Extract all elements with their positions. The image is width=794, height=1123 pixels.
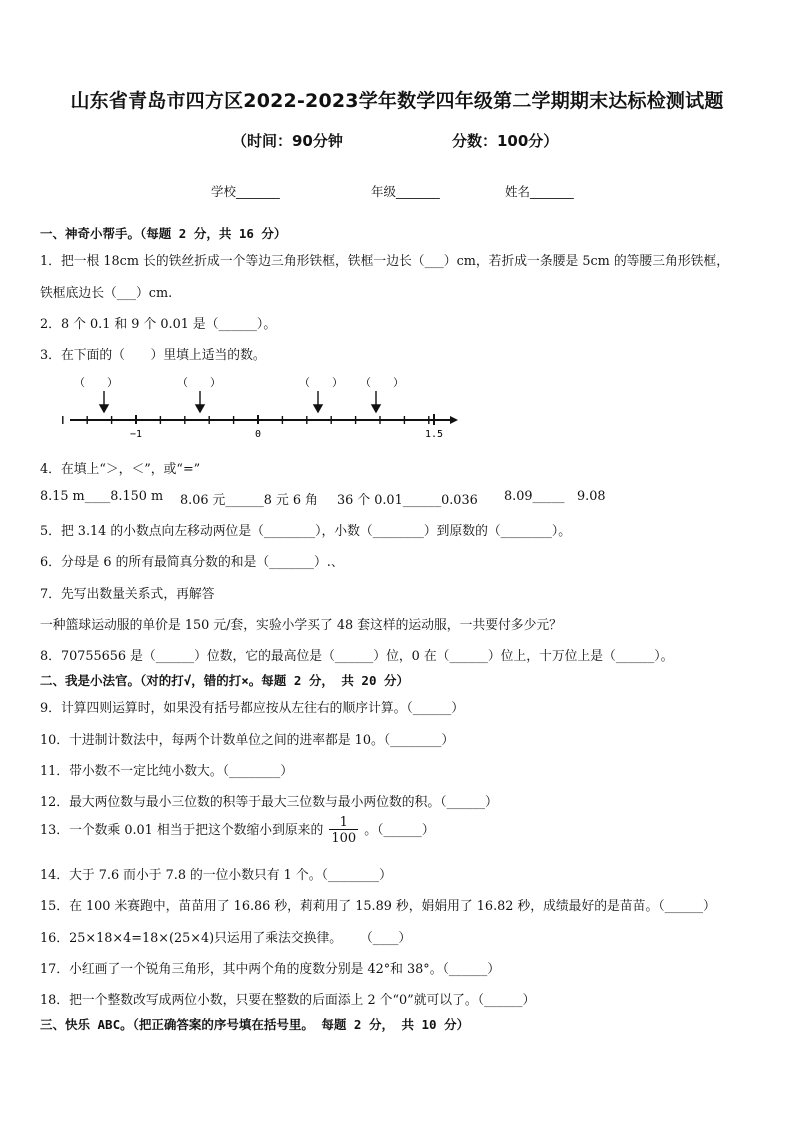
question-7-problem: 一种篮球运动服的单价是 150 元/套，实验小学买了 48 套这样的运动服，一共要付多少元？ xyxy=(40,618,562,633)
section-1-heading: 一、神奇小帮手。（每题 2 分，共 16 分） xyxy=(40,226,287,241)
name-field: 姓名_______ xyxy=(505,184,574,199)
question-4-item-e: 9.08 xyxy=(577,489,606,504)
question-13-text: 13．一个数乘 0.01 相当于把这个数缩小到原来的 xyxy=(40,823,324,838)
arrow-4-head xyxy=(372,405,380,412)
arrow-3-head xyxy=(314,405,322,412)
question-7: 7．先写出数量关系式，再解答 xyxy=(40,587,215,602)
question-13-blank: 。（______） xyxy=(364,823,435,838)
number-line-blank-4: （ ） xyxy=(360,376,404,389)
number-line-arrowhead xyxy=(450,416,458,424)
number-line-blank-1: （ ） xyxy=(74,376,118,389)
fraction-numerator: 1 xyxy=(339,815,348,830)
page-title: 山东省青岛市四方区2022-2023学年数学四年级第二学期期末达标检测试题 xyxy=(70,90,724,112)
section-3-heading: 三、快乐 ABC。（把正确答案的序号填在括号里。 每题 2 分， 共 10 分） xyxy=(40,1017,470,1032)
question-9: 9．计算四则运算时，如果没有括号都应按从左往右的顺序计算。（______） xyxy=(40,701,465,716)
question-4-item-c: 36 个 0.01______0.036 xyxy=(337,493,478,508)
question-18: 18．把一个整数改写成两位小数，只要在整数的后面添上 2 个“0”就可以了。（______） xyxy=(40,993,536,1008)
question-5: 5．把 3.14 的小数点向左移动两位是（________），小数（________）到原数的（________）。 xyxy=(40,524,572,539)
number-line xyxy=(62,370,462,442)
question-14: 14．大于 7.6 而小于 7.8 的一位小数只有 1 个。（________） xyxy=(40,868,392,883)
fraction-one-hundredth xyxy=(329,816,358,845)
number-line-blank-2: （ ） xyxy=(177,376,221,389)
question-12: 12．最大两位数与最小三位数的积等于最大三位数与最小两位数的积。（______） xyxy=(40,795,498,810)
number-line-blank-3: （ ） xyxy=(299,376,343,389)
tick-label-0: 0 xyxy=(254,429,262,440)
tick-label-neg-1: −1 xyxy=(129,429,143,440)
section-2-heading: 二、我是小法官。（对的打√，错的打×。每题 2 分， 共 20 分） xyxy=(40,673,410,688)
fraction-denominator: 100 xyxy=(331,831,357,846)
question-4-item-a: 8.15 m____8.150 m xyxy=(40,489,164,504)
question-1-line-2: 铁框底边长（___）cm. xyxy=(40,286,173,301)
question-10: 10．十进制计数法中，每两个计数单位之间的进率都是 10。（________） xyxy=(40,733,455,748)
arrow-1-head xyxy=(100,405,108,412)
question-8: 8．70755656 是（______）位数，它的最高位是（______）位，0 在（______）位上，十万位上是（______）。 xyxy=(40,649,674,664)
question-4-item-d: 8.09_____ xyxy=(504,489,565,504)
question-4: 4．在填上“＞，＜”，或“=” xyxy=(40,462,201,477)
question-3: 3．在下面的（ ）里填上适当的数。 xyxy=(40,348,266,363)
question-2: 2．8 个 0.1 和 9 个 0.01 是（______）。 xyxy=(40,317,277,332)
question-1-line-1: 1．把一根 18cm 长的铁丝折成一个等边三角形铁框，铁框一边长（___）cm，若折成一条腰是 5cm 的等腰三角形铁框， xyxy=(40,254,730,269)
question-6: 6．分母是 6 的所有最简真分数的和是（_______）.、 xyxy=(40,555,344,570)
question-4-item-b: 8.06 元______8 元 6 角 xyxy=(180,493,318,508)
question-11: 11．带小数不一定比纯小数大。（________） xyxy=(40,764,294,779)
question-16: 16．25×18×4=18×(25×4)只运用了乘法交换律。 xyxy=(40,931,343,946)
question-16-blank: （____） xyxy=(360,931,412,946)
total-score: 分数：100分） xyxy=(452,132,559,150)
question-15: 15．在 100 米赛跑中，苗苗用了 16.86 秒，莉莉用了 15.89 秒，娟娟用了 16.82 秒，成绩最好的是苗苗。（______） xyxy=(40,899,716,914)
question-13 xyxy=(40,816,435,845)
school-field: 学校_______ xyxy=(211,184,280,199)
question-17: 17．小红画了一个锐角三角形，其中两个角的度数分别是 42°和 38°。（______） xyxy=(40,962,501,977)
grade-field: 年级_______ xyxy=(371,184,440,199)
arrow-2-head xyxy=(196,405,204,412)
time-limit: （时间：90分钟 xyxy=(232,132,343,150)
tick-label-1-5: 1.5 xyxy=(424,429,444,440)
